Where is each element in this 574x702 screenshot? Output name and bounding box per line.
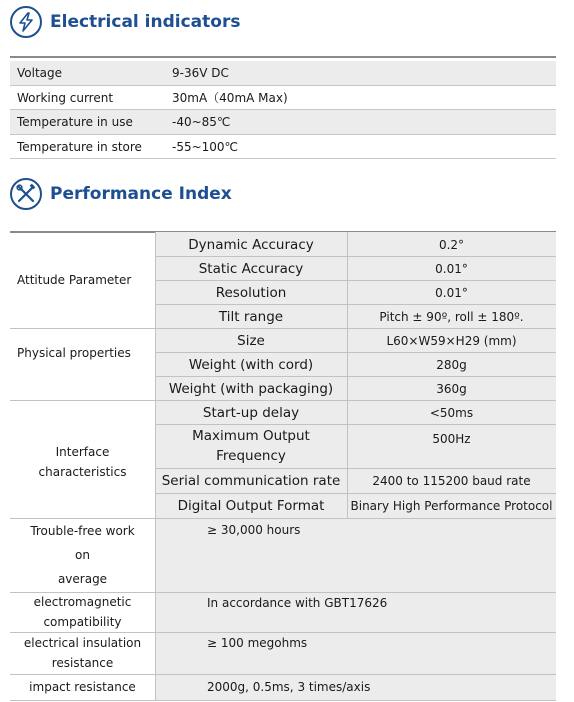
label-line: Trouble-free work xyxy=(30,524,135,538)
param-name: Weight (with cord) xyxy=(188,356,314,373)
param-value: Pitch ± 90º, roll ± 180º. xyxy=(379,309,524,324)
electrical-section-title: Electrical indicators xyxy=(50,12,241,32)
performance-table xyxy=(10,232,556,702)
row-value: 30mA（40mA Max) xyxy=(172,90,288,105)
param-name: Tilt range xyxy=(218,308,284,325)
param-value: 360g xyxy=(436,381,467,396)
electrical-table xyxy=(10,61,556,159)
group-label-physical: Physical properties xyxy=(17,346,131,360)
group-label-attitude: Attitude Parameter xyxy=(17,273,132,287)
label-line: average xyxy=(57,572,108,586)
label-emc xyxy=(10,592,155,632)
param-value: L60×W59×H29 (mm) xyxy=(386,333,517,348)
param-name: Weight (with packaging) xyxy=(168,380,334,397)
label-line: resistance xyxy=(51,656,114,670)
param-name: Digital Output Format xyxy=(177,497,325,514)
table-row xyxy=(10,61,556,86)
group-label-line: Interface xyxy=(55,445,110,459)
param-name-line: Maximum Output xyxy=(192,428,310,444)
param-name: Start-up delay xyxy=(202,404,300,421)
label-trouble-free xyxy=(10,518,155,592)
row-value: 9-36V DC xyxy=(172,66,229,80)
value-impact: 2000g, 0.5ms, 3 times/axis xyxy=(207,680,371,694)
label-line: electromagnetic xyxy=(33,595,132,609)
label-insulation xyxy=(10,632,155,674)
value-insulation: ≥ 100 megohms xyxy=(207,636,308,650)
electrical-section-header xyxy=(10,6,240,38)
label-line: electrical insulation xyxy=(23,636,142,650)
param-value: Binary High Performance Protocol xyxy=(350,498,553,513)
value-emc: In accordance with GBT17626 xyxy=(207,596,388,610)
value-trouble-free: ≥ 30,000 hours xyxy=(207,523,301,537)
performance-section-header xyxy=(10,178,232,210)
param-name: Dynamic Accuracy xyxy=(188,236,314,253)
group-label-interface xyxy=(10,432,155,492)
label-line: on xyxy=(75,548,90,562)
param-name: Size xyxy=(237,332,265,349)
param-name-line: Frequency xyxy=(216,448,286,464)
group-label-line: characteristics xyxy=(38,465,127,479)
row-label: Voltage xyxy=(17,66,63,80)
param-value: 280g xyxy=(436,357,467,372)
label-line: compatibility xyxy=(43,615,122,629)
param-value: 500Hz xyxy=(432,432,471,446)
row-value: -55~100℃ xyxy=(172,139,239,154)
lightning-bolt-icon xyxy=(10,6,42,38)
param-value: 2400 to 115200 baud rate xyxy=(372,473,531,488)
row-value: -40~85℃ xyxy=(172,115,231,129)
label-impact: impact resistance xyxy=(29,680,136,694)
param-value: 0.01° xyxy=(435,261,468,276)
table-row xyxy=(10,86,556,111)
param-value: <50ms xyxy=(429,405,474,420)
performance-section-title: Performance Index xyxy=(50,184,232,204)
row-label: Temperature in store xyxy=(17,139,142,154)
param-name: Static Accuracy xyxy=(198,260,304,277)
row-label: Working current xyxy=(17,90,114,105)
table-row xyxy=(10,110,556,135)
table-row xyxy=(10,135,556,160)
wrench-screwdriver-icon xyxy=(10,178,42,210)
param-name: Serial communication rate xyxy=(161,472,341,489)
section-divider xyxy=(10,56,556,58)
param-name: Resolution xyxy=(215,284,287,301)
row-label: Temperature in use xyxy=(17,115,133,129)
param-value: 0.2° xyxy=(438,237,465,252)
param-value: 0.01° xyxy=(435,285,468,300)
param-name xyxy=(155,424,347,468)
